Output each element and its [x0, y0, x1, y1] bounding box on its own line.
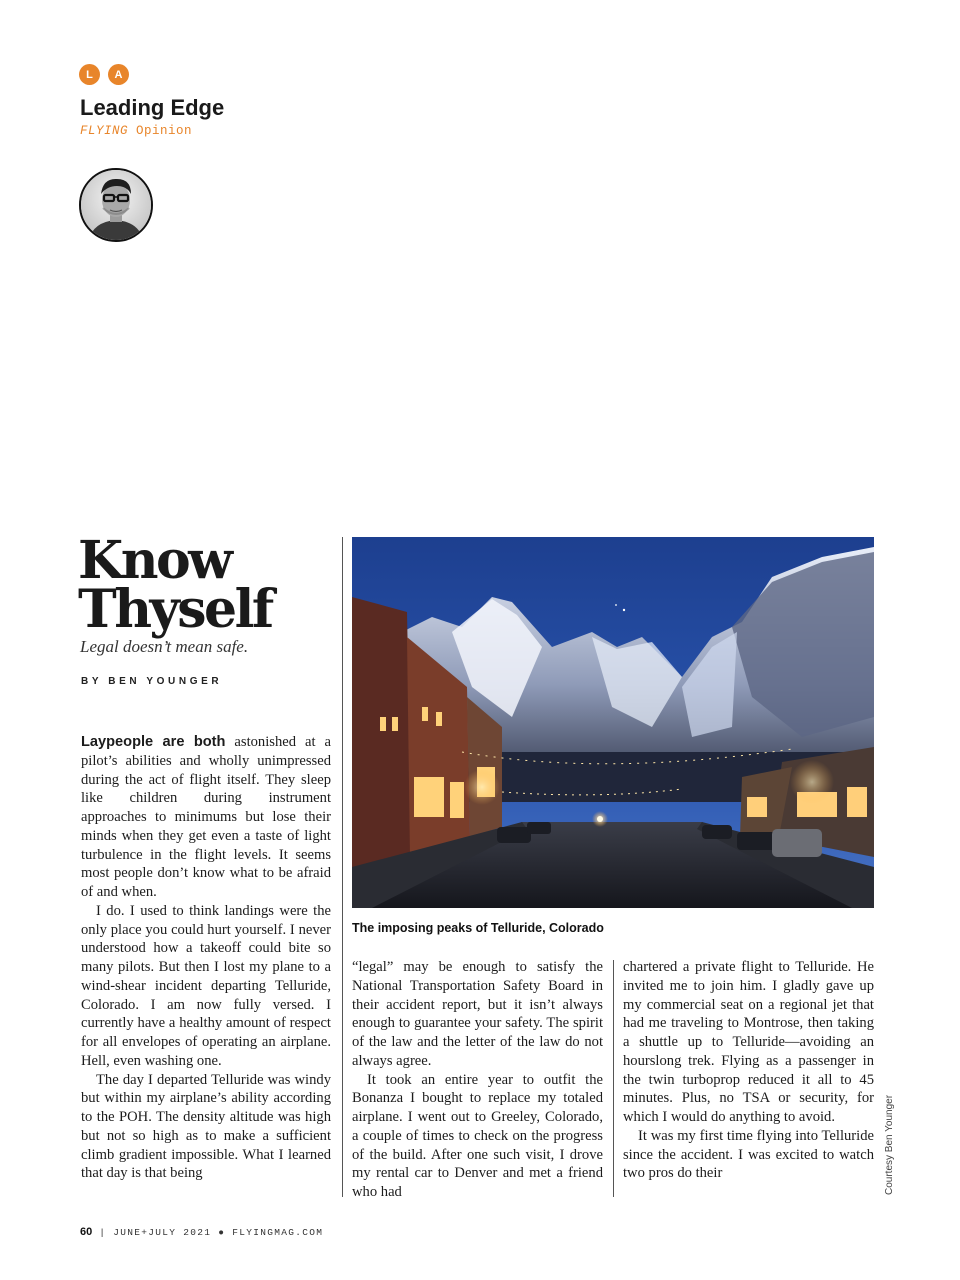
- paragraph: It took an entire year to outfit the Bonanza I bought to replace my totaled airplane. I went out to Greeley, Colorado, a couple of times to check on the progress of the build. After one such visit, I drove my rental car to Denver and met a friend who had: [352, 1071, 603, 1200]
- paragraph: It was my first time flying into Telluride since the accident. I was excited to watch two pros do their: [623, 1127, 874, 1182]
- folio-text: | JUNE+JULY 2021 ● FLYINGMAG.COM: [92, 1227, 324, 1238]
- column-rule: [342, 537, 343, 1197]
- column-rule: [613, 960, 614, 1197]
- paragraph-text: astonished at a pilot’s abilities and wholly unimpressed during the act of flight itself. They sleep like children during instrument approaches to minimums but lose their minds when they get even a taste of light turbulence in the flight levels. It seems most people don’t know what to be afraid of and when.: [81, 734, 331, 900]
- article-headline: Know Thyself: [78, 530, 272, 640]
- telluride-photo: [352, 537, 874, 908]
- section-subtitle-rest: Opinion: [128, 124, 193, 138]
- article-column-1: [81, 733, 331, 1183]
- article-column-2: [352, 958, 603, 1202]
- paragraph: chartered a private flight to Telluride. He invited me to join him. I gladly gave up my commercial seat on a regional jet that had me traveling to Montrose, then taking a shuttle up to Telluride—avoiding an hourslong trek. Flying as a passenger in the twin turboprop reduced it all to 45 minutes. Plus, no TSA or security, for which I would do anything to avoid.: [623, 959, 874, 1125]
- paragraph: I do. I used to think landings were the only place you could hurt yourself. I never understood how a takeoff could bite so many pilots. But then I lost my plane to a wind-shear incident departing Telluride, Colorado. I am now fully versed. I currently have a healthy amount of respect for all envelopes of operating an airplane. Hell, even washing one.: [81, 902, 331, 1069]
- section-title: Leading Edge: [80, 95, 225, 120]
- article-column-3: [623, 958, 874, 1183]
- paragraph: [81, 733, 331, 902]
- paragraph: The day I departed Telluride was windy but within my airplane’s ability according to the POH. The density altitude was high but not so high as to make a sufficient climb gradient impossible. What I learned that day is that being: [81, 1071, 331, 1182]
- page-number: 60: [80, 1226, 93, 1238]
- badge-l: L: [79, 64, 100, 85]
- author-avatar: [79, 168, 153, 242]
- author-portrait-illustration: [81, 170, 151, 240]
- telluride-street-illustration: [352, 537, 874, 908]
- article-dek: Legal doesn’t mean safe.: [80, 637, 249, 656]
- paragraph: “legal” may be enough to satisfy the National Transportation Safety Board in their accident report, but it isn’t always enough to guarantee your safety. The spirit of the law and the letter of the law do not always agree.: [352, 959, 603, 1069]
- article-byline: BY BEN YOUNGER: [81, 676, 223, 687]
- photo-caption: The imposing peaks of Telluride, Colorado: [352, 921, 604, 935]
- badge-a: A: [108, 64, 129, 85]
- section-subtitle: [80, 124, 192, 138]
- lead-in: Laypeople are both: [81, 734, 226, 750]
- page-folio: [80, 1226, 323, 1238]
- section-badges: [79, 64, 129, 85]
- section-subtitle-brand: FLYING: [80, 124, 129, 138]
- photo-credit: Courtesy Ben Younger: [884, 1094, 895, 1195]
